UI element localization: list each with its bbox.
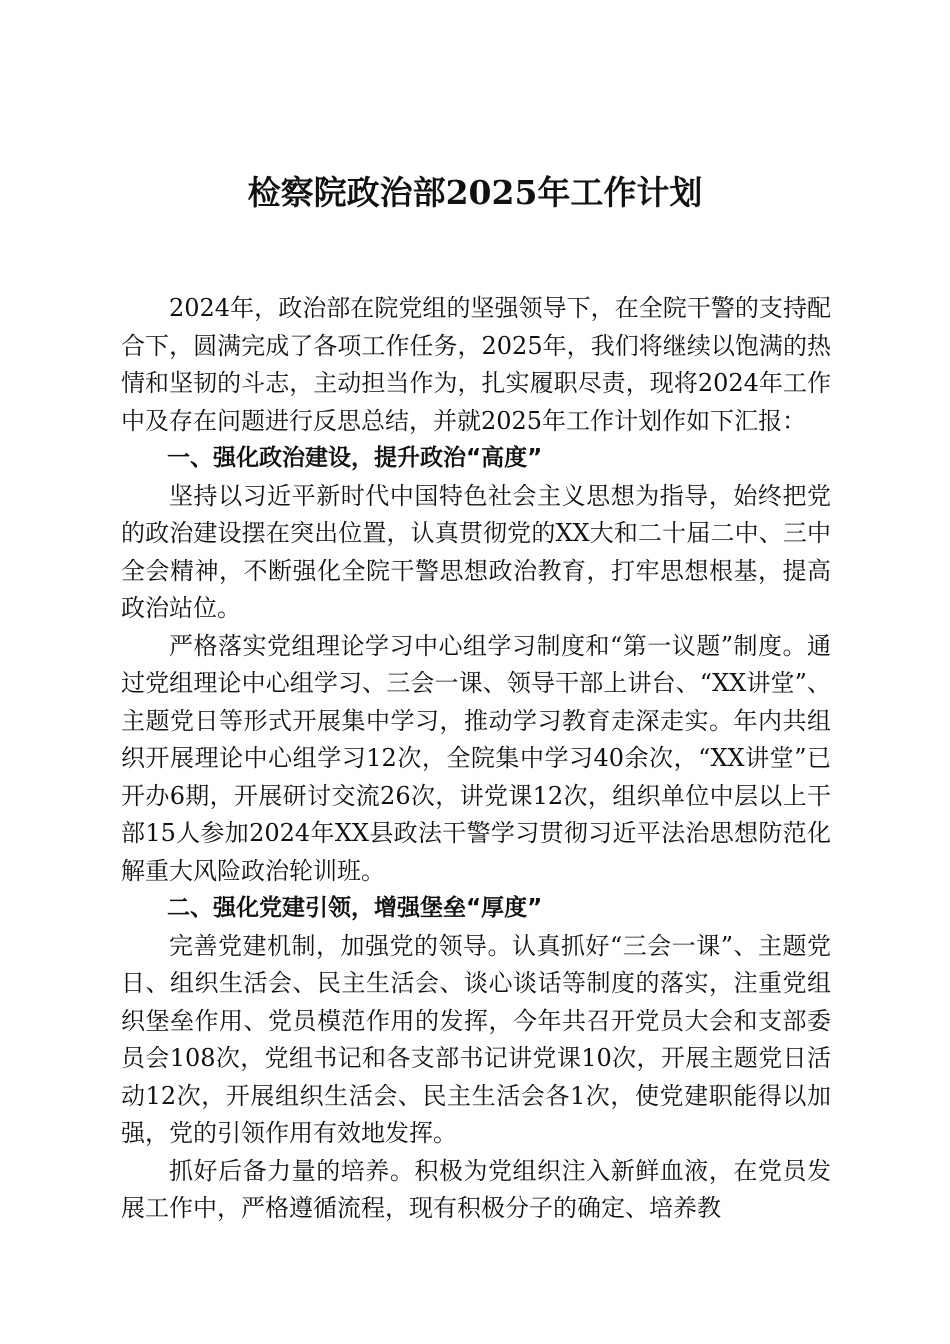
body-paragraph: 完善党建机制，加强党的领导。认真抓好“三会一课”、主题党日、组织生活会、民主生活会、谈心谈话等制度的落实，注重党组织堡垒作用、党员模范作用的发挥，今年共召开党员大会和支部委员会108次，党组书记和各支部书记讲党课10次，开展主题党日活动12次，开展组织生活会、民主生活会各1次，使党建职能得以加强，党的引领作用有效地发挥。 [121, 931, 831, 1147]
intro-paragraph: 2024年，政治部在院党组的坚强领导下，在全院干警的支持配合下，圆满完成了各项工作任务，2025年，我们将继续以饱满的热情和坚韧的斗志，主动担当作为，扎实履职尽责，现将2024年工作中及存在问题进行反思总结，并就2025年工作计划作如下汇报： [121, 294, 831, 435]
section-heading: 二、强化党建引领，增强堡垒“厚度” [167, 895, 543, 921]
body-paragraph: 抓好后备力量的培养。积极为党组织注入新鲜血液，在党员发展工作中，严格遵循流程，现有积极分子的确定、培养教 [121, 1156, 831, 1222]
section-heading: 一、强化政治建设，提升政治“高度” [167, 445, 543, 471]
section-2 [121, 890, 831, 1228]
body-paragraph: 坚持以习近平新时代中国特色社会主义思想为指导，始终把党的政治建设摆在突出位置，认真贯彻党的XX大和二十届二中、三中全会精神，不断强化全院干警思想政治教育，打牢思想根基，提高政治站位。 [121, 481, 831, 622]
document-body [121, 290, 831, 1228]
document-title: 检察院政治部2025年工作计划 [247, 173, 703, 212]
section-1 [121, 440, 831, 890]
body-paragraph: 严格落实党组理论学习中心组学习制度和“第一议题”制度。通过党组理论中心组学习、三会一课、领导干部上讲台、“XX讲堂”、主题党日等形式开展集中学习，推动学习教育走深走实。年内共组织开展理论中心组学习12次，全院集中学习40余次，“XX讲堂”已开办6期，开展研讨交流26次，讲党课12次，组织单位中层以上干部15人参加2024年XX县政法干警学习贯彻习近平法治思想防范化解重大风险政治轮训班。 [121, 631, 831, 885]
